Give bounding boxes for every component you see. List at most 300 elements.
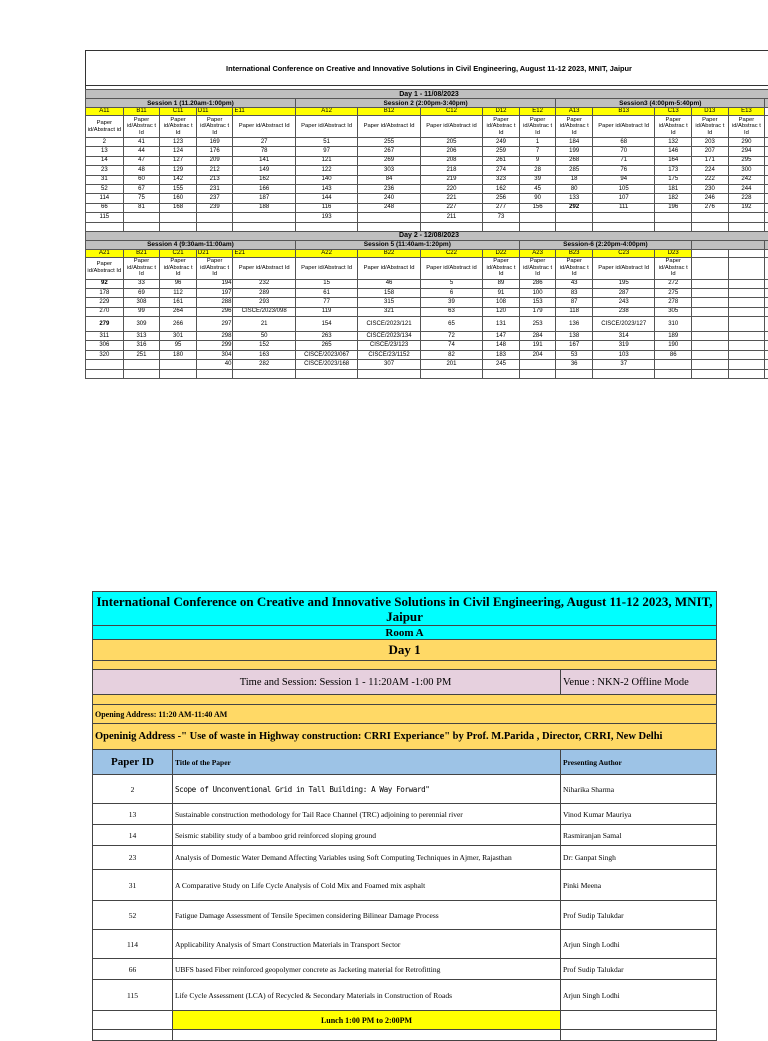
blank-cell xyxy=(592,369,654,378)
blank-cell xyxy=(728,222,765,231)
paper-id-cell: 184 xyxy=(556,138,593,147)
session-code: D11 xyxy=(196,108,233,116)
column-header: Paper id/Abstrac t Id xyxy=(160,257,197,279)
blank-cell xyxy=(123,369,160,378)
paper-id-cell: 314 xyxy=(592,332,654,341)
blank-cell xyxy=(420,222,482,231)
schedule-row xyxy=(86,156,768,165)
paper-id-cell: 191 xyxy=(519,341,556,350)
paper-id-cell: 164 xyxy=(655,156,692,165)
paper-id: 2 xyxy=(93,775,173,804)
paper-id-cell: 1 xyxy=(519,138,556,147)
paper-id-cell: 288 xyxy=(196,298,233,307)
paper-id-cell: 183 xyxy=(483,350,520,359)
paper-id-cell: 292 xyxy=(556,203,593,212)
schedule-row xyxy=(86,350,768,359)
paper-id-cell: 72 xyxy=(420,332,482,341)
paper-id-cell: 171 xyxy=(692,156,729,165)
paper-id-cell xyxy=(692,350,729,359)
blank-cell xyxy=(519,222,556,231)
paper-id-cell: CISCE/2023/134 xyxy=(358,332,420,341)
paper-id-cell: 148 xyxy=(483,341,520,350)
paper-id-cell: 71 xyxy=(592,156,654,165)
paper-id-cell: 269 xyxy=(358,156,420,165)
paper-id-cell: 173 xyxy=(655,166,692,175)
paper-id-cell xyxy=(728,360,765,369)
column-header-row xyxy=(86,116,768,138)
paper-title: Analysis of Domestic Water Demand Affecting Variables using Soft Computing Techniques in Ajmer, Rajasthan xyxy=(173,846,561,870)
column-header-row xyxy=(86,257,768,279)
paper-id-cell: 180 xyxy=(160,350,197,359)
paper-id-cell: 122 xyxy=(295,166,357,175)
session-code: A11 xyxy=(86,108,124,116)
paper-id-cell: 298 xyxy=(196,332,233,341)
paper-id-cell: 195 xyxy=(592,279,654,288)
session-code: D12 xyxy=(483,108,520,116)
paper-id-cell: 14 xyxy=(86,156,124,165)
paper-id-cell: 74 xyxy=(420,341,482,350)
blank-cell xyxy=(358,222,420,231)
session-label: Session3 (4:00pm-5:40pm) xyxy=(556,99,765,108)
paper-id-cell: 227 xyxy=(420,203,482,212)
paper-id-cell: 132 xyxy=(655,138,692,147)
paper-row xyxy=(93,980,717,1011)
column-header xyxy=(728,257,765,279)
schedule-row xyxy=(86,194,768,203)
paper-id-cell xyxy=(692,298,729,307)
blank-cell xyxy=(483,222,520,231)
paper-id-cell: 182 xyxy=(655,194,692,203)
session-code: A13 xyxy=(556,108,593,116)
paper-id-cell: 107 xyxy=(592,194,654,203)
paper-id-cell: 96 xyxy=(160,279,197,288)
paper-id-cell: 152 xyxy=(233,341,295,350)
column-header: Paper id/Abstrac t Id xyxy=(196,116,233,138)
paper-id-cell: 95 xyxy=(160,341,197,350)
paper-title: Life Cycle Assessment (LCA) of Recycled & Secondary Materials in Construction of Roads xyxy=(173,980,561,1011)
paper-id-cell: 309 xyxy=(123,317,160,332)
paper-id-cell: 203 xyxy=(692,138,729,147)
paper-id-cell: CISCE/23/1152 xyxy=(358,350,420,359)
column-header: Paper id/Abstract Id xyxy=(295,257,357,279)
session-code: C21 xyxy=(160,249,197,257)
schedule-row xyxy=(86,213,768,222)
paper-id-cell: 197 xyxy=(196,288,233,297)
blank-cell xyxy=(655,369,692,378)
paper-id-cell: 124 xyxy=(160,147,197,156)
paper-id-cell: 100 xyxy=(519,288,556,297)
paper-id-cell: 296 xyxy=(196,307,233,316)
paper-row xyxy=(93,846,717,870)
paper-id-cell: 116 xyxy=(295,203,357,212)
paper-id-cell: 196 xyxy=(655,203,692,212)
lunch-label: Lunch 1:00 PM to 2:00PM xyxy=(173,1011,561,1030)
day-label: Day 1 - 11/08/2023 xyxy=(86,90,768,99)
paper-id-cell: 166 xyxy=(233,184,295,193)
paper-id-cell: 90 xyxy=(519,194,556,203)
session-label xyxy=(692,240,765,249)
paper-id-cell: 9 xyxy=(519,156,556,165)
tail-row xyxy=(93,1030,717,1041)
paper-id-cell xyxy=(728,350,765,359)
paper-id-cell: 282 xyxy=(233,360,295,369)
paper-id-cell xyxy=(692,341,729,350)
paper-id-cell: 142 xyxy=(160,175,197,184)
paper-id-cell: 190 xyxy=(655,341,692,350)
paper-id-cell: 118 xyxy=(556,307,593,316)
paper-id-cell: 99 xyxy=(123,307,160,316)
column-header: Paper id/Abstract Id xyxy=(86,257,124,279)
paper-id-cell: 310 xyxy=(655,317,692,332)
paper-id-cell: 36 xyxy=(556,360,593,369)
session-code: D22 xyxy=(483,249,520,257)
paper-id-cell: 208 xyxy=(420,156,482,165)
paper-id-cell: 18 xyxy=(556,175,593,184)
paper-id-cell: 224 xyxy=(692,166,729,175)
blank-cell xyxy=(556,369,593,378)
paper-id-cell: 201 xyxy=(420,360,482,369)
paper-id-cell: 154 xyxy=(295,317,357,332)
paper-id-cell: 66 xyxy=(86,203,124,212)
paper-id-cell: 2 xyxy=(86,138,124,147)
conference-title: International Conference on Creative and Innovative Solutions in Civil Engineering, August 11-12 2023, MNIT, Jaipur xyxy=(93,592,717,626)
paper-id-cell: 143 xyxy=(295,184,357,193)
schedule-row xyxy=(86,298,768,307)
paper-id-cell: 290 xyxy=(728,138,765,147)
column-header: Paper id/Abstract id xyxy=(420,257,482,279)
column-header xyxy=(692,257,729,279)
schedule-row xyxy=(86,332,768,341)
paper-id-cell: 13 xyxy=(86,147,124,156)
session-code: C11 xyxy=(160,108,197,116)
paper-id-cell xyxy=(728,279,765,288)
session-code: D13 xyxy=(692,108,729,116)
room-label: Room A xyxy=(93,626,717,640)
session-code: E13 xyxy=(728,108,765,116)
paper-id-cell: 169 xyxy=(196,138,233,147)
paper-id-cell xyxy=(519,360,556,369)
blank-cell xyxy=(519,369,556,378)
paper-id: 23 xyxy=(93,846,173,870)
paper-id-cell: 83 xyxy=(556,288,593,297)
paper-id-cell: 256 xyxy=(483,194,520,203)
paper-id-cell: 50 xyxy=(233,332,295,341)
blank-cell xyxy=(592,222,654,231)
paper-id-cell: 307 xyxy=(358,360,420,369)
paper-id-cell: 284 xyxy=(519,332,556,341)
blank-cell xyxy=(86,369,124,378)
session-code: D23 xyxy=(655,249,692,257)
column-header: Paper id/Abstrac t Id xyxy=(655,257,692,279)
paper-id-cell xyxy=(692,213,729,222)
paper-id-cell: 212 xyxy=(196,166,233,175)
session-code: B22 xyxy=(358,249,420,257)
schedule-row xyxy=(86,341,768,350)
blank-cell xyxy=(655,222,692,231)
paper-id-cell: 192 xyxy=(728,203,765,212)
paper-id-cell xyxy=(728,341,765,350)
paper-id-cell: 80 xyxy=(556,184,593,193)
paper-id-cell: 114 xyxy=(86,194,124,203)
paper-id-cell: 140 xyxy=(295,175,357,184)
paper-id-cell: 163 xyxy=(233,350,295,359)
paper-title-header: Title of the Paper xyxy=(173,750,561,775)
paper-id-cell: 211 xyxy=(420,213,482,222)
paper-id-cell: 277 xyxy=(483,203,520,212)
paper-id-cell: 127 xyxy=(160,156,197,165)
paper-id-cell: 305 xyxy=(655,307,692,316)
paper-id-cell: 323 xyxy=(483,175,520,184)
paper-id: 31 xyxy=(93,870,173,901)
session-code: C23 xyxy=(592,249,654,257)
paper-id-cell: 299 xyxy=(196,341,233,350)
paper-id-cell: 228 xyxy=(728,194,765,203)
paper-id-cell: 220 xyxy=(420,184,482,193)
presenting-author: Dr: Ganpat Singh xyxy=(561,846,717,870)
paper-id-cell xyxy=(728,298,765,307)
column-header: Paper id/Abstract Id xyxy=(295,116,357,138)
paper-id: 115 xyxy=(93,980,173,1011)
paper-id-cell: 219 xyxy=(420,175,482,184)
paper-id-cell: 28 xyxy=(519,166,556,175)
column-header: Paper id/Abstract Id xyxy=(233,116,295,138)
paper-id-cell: 167 xyxy=(556,341,593,350)
presenting-author: Prof Sudip Talukdar xyxy=(561,959,717,980)
session-code xyxy=(692,249,729,257)
session-code: D21 xyxy=(196,249,233,257)
paper-id-cell: 138 xyxy=(556,332,593,341)
paper-id-cell: 53 xyxy=(556,350,593,359)
paper-id-cell: 61 xyxy=(295,288,357,297)
session-label: Session 2 (2:00pm-3:40pm) xyxy=(295,99,556,108)
day-header-row xyxy=(86,231,768,240)
paper-id-cell: 179 xyxy=(519,307,556,316)
paper-id-cell: 123 xyxy=(160,138,197,147)
session-code-row xyxy=(86,249,768,257)
paper-id: 52 xyxy=(93,901,173,930)
paper-id-cell xyxy=(655,360,692,369)
paper-id-cell: 23 xyxy=(86,166,124,175)
paper-id-cell: 229 xyxy=(86,298,124,307)
session-code: A22 xyxy=(295,249,357,257)
paper-row xyxy=(93,775,717,804)
blank-cell xyxy=(196,369,233,378)
paper-id-cell: 205 xyxy=(420,138,482,147)
paper-id-cell: 266 xyxy=(160,317,197,332)
venue: Venue : NKN-2 Offline Mode xyxy=(561,670,717,695)
paper-id-cell: 105 xyxy=(592,184,654,193)
paper-id-cell: CISCE/2023/067 xyxy=(295,350,357,359)
column-header: Paper id/Abstrac t Id xyxy=(519,116,556,138)
paper-id-cell: 181 xyxy=(655,184,692,193)
presenting-author: Pinki Meena xyxy=(561,870,717,901)
blank-cell xyxy=(160,222,197,231)
session-code: B13 xyxy=(592,108,654,116)
blank-cell xyxy=(86,222,124,231)
paper-id-cell: 33 xyxy=(123,279,160,288)
paper-id-cell: 156 xyxy=(519,203,556,212)
paper-id-cell: 193 xyxy=(295,213,357,222)
grid-title: International Conference on Creative and Innovative Solutions in Civil Engineering, August 11-12 2023, MNIT, Jaipur xyxy=(85,50,768,86)
presenting-author: Niharika Sharma xyxy=(561,775,717,804)
paper-id-cell: 108 xyxy=(483,298,520,307)
paper-id-cell: 206 xyxy=(420,147,482,156)
paper-id-cell: 115 xyxy=(86,213,124,222)
column-header: Paper id/Abstrac t Id xyxy=(123,257,160,279)
paper-id-cell: 21 xyxy=(233,317,295,332)
paper-id-cell: 69 xyxy=(123,288,160,297)
paper-id-cell: 15 xyxy=(295,279,357,288)
paper-id-cell: 120 xyxy=(483,307,520,316)
paper-id-cell: 121 xyxy=(295,156,357,165)
day-row xyxy=(93,640,717,661)
blank-cell xyxy=(692,222,729,231)
paper-id-cell: 111 xyxy=(592,203,654,212)
paper-id-cell: 242 xyxy=(728,175,765,184)
paper-id-cell: 27 xyxy=(233,138,295,147)
paper-id-cell: 5 xyxy=(420,279,482,288)
column-header: Paper id/Abstract Id xyxy=(233,257,295,279)
opening-time: Opening Address: 11:20 AM-11:40 AM xyxy=(93,705,717,724)
paper-id-cell: 286 xyxy=(519,279,556,288)
paper-id-cell xyxy=(123,213,160,222)
schedule-row xyxy=(86,317,768,332)
paper-id-cell: 259 xyxy=(483,147,520,156)
paper-id-cell: 316 xyxy=(123,341,160,350)
paper-id-cell xyxy=(196,213,233,222)
paper-id-cell xyxy=(556,213,593,222)
paper-id-cell: 91 xyxy=(483,288,520,297)
paper-id-cell xyxy=(692,307,729,316)
paper-id-cell: 253 xyxy=(519,317,556,332)
session-code-row xyxy=(86,108,768,116)
column-header: Paper id/Abstract id xyxy=(420,116,482,138)
paper-id-cell: 285 xyxy=(556,166,593,175)
paper-id-cell xyxy=(728,288,765,297)
paper-id-cell: 278 xyxy=(655,298,692,307)
paper-id-cell: 289 xyxy=(233,288,295,297)
paper-row xyxy=(93,901,717,930)
session-code: A21 xyxy=(86,249,124,257)
schedule-row xyxy=(86,147,768,156)
paper-id-cell: 213 xyxy=(196,175,233,184)
paper-id-cell: 158 xyxy=(358,288,420,297)
paper-id-cell: 6 xyxy=(420,288,482,297)
schedule-grid xyxy=(85,50,768,379)
paper-id-cell: 311 xyxy=(86,332,124,341)
session-row xyxy=(86,240,768,249)
paper-id-cell: 153 xyxy=(519,298,556,307)
paper-id-cell: 73 xyxy=(483,213,520,222)
paper-header-row xyxy=(93,750,717,775)
blank-row xyxy=(86,369,768,378)
paper-id-cell: 47 xyxy=(123,156,160,165)
day-label: Day 2 - 12/08/2023 xyxy=(86,231,768,240)
column-header: Paper id/Abstract Id xyxy=(358,116,420,138)
paper-id-cell xyxy=(86,360,124,369)
paper-id-cell: 89 xyxy=(483,279,520,288)
paper-id-cell: 209 xyxy=(196,156,233,165)
paper-id-cell xyxy=(728,317,765,332)
paper-id-cell xyxy=(519,213,556,222)
paper-id-cell: 313 xyxy=(123,332,160,341)
session-code: C12 xyxy=(420,108,482,116)
paper-id-cell: 51 xyxy=(295,138,357,147)
column-header: Paper id/Abstrac t Id xyxy=(556,116,593,138)
schedule-row xyxy=(86,175,768,184)
room-row xyxy=(93,626,717,640)
paper-row xyxy=(93,825,717,846)
paper-id-cell: 141 xyxy=(233,156,295,165)
paper-id-cell: 189 xyxy=(655,332,692,341)
session-code: B11 xyxy=(123,108,160,116)
paper-id-cell xyxy=(233,213,295,222)
blank-cell xyxy=(728,369,765,378)
paper-id-cell: 70 xyxy=(592,147,654,156)
blank-cell xyxy=(295,369,357,378)
blank-cell xyxy=(295,222,357,231)
paper-id-cell: 60 xyxy=(123,175,160,184)
paper-id-cell: 41 xyxy=(123,138,160,147)
paper-title: Fatigue Damage Assessment of Tensile Specimen considering Bilinear Damage Process xyxy=(173,901,561,930)
column-header: Paper id/Abstrac t Id xyxy=(160,116,197,138)
paper-id-cell: 265 xyxy=(295,341,357,350)
paper-id-cell: 162 xyxy=(233,175,295,184)
paper-title: Applicability Analysis of Smart Construction Materials in Transport Sector xyxy=(173,930,561,959)
paper-id-cell: 261 xyxy=(483,156,520,165)
paper-id-cell: 297 xyxy=(196,317,233,332)
paper-title: Seismic stability study of a bamboo grid reinforced sloping ground xyxy=(173,825,561,846)
paper-id-cell: 272 xyxy=(655,279,692,288)
paper-row xyxy=(93,930,717,959)
time-session: Time and Session: Session 1 - 11:20AM -1:00 PM xyxy=(93,670,561,695)
day-label: Day 1 xyxy=(93,640,717,661)
paper-id-cell: 218 xyxy=(420,166,482,175)
paper-id-cell: 37 xyxy=(592,360,654,369)
session-code: B23 xyxy=(556,249,593,257)
blank-cell xyxy=(420,369,482,378)
paper-id-cell: 187 xyxy=(233,194,295,203)
blank-cell xyxy=(358,369,420,378)
column-header: Paper id/Abstrac t Id xyxy=(519,257,556,279)
schedule-row xyxy=(86,360,768,369)
paper-id-cell: 287 xyxy=(592,288,654,297)
paper-id-cell: 149 xyxy=(233,166,295,175)
paper-id-cell: 221 xyxy=(420,194,482,203)
column-header: Paper id/Abstrac t Id xyxy=(655,116,692,138)
paper-id-cell: 199 xyxy=(556,147,593,156)
lunch-row xyxy=(93,1011,717,1030)
paper-id-cell: 255 xyxy=(358,138,420,147)
session-code: A23 xyxy=(519,249,556,257)
paper-id-cell: 246 xyxy=(692,194,729,203)
session-code xyxy=(728,249,765,257)
paper-row xyxy=(93,959,717,980)
paper-id-cell: 39 xyxy=(420,298,482,307)
session-label: Session 4 (9:30am-11:00am) xyxy=(86,240,296,249)
paper-id-cell: 306 xyxy=(86,341,124,350)
paper-id-cell xyxy=(123,360,160,369)
schedule-row xyxy=(86,288,768,297)
paper-id-cell: 300 xyxy=(728,166,765,175)
paper-id-cell xyxy=(160,360,197,369)
paper-id-cell: 67 xyxy=(123,184,160,193)
paper-id-cell: 68 xyxy=(592,138,654,147)
paper-id-cell: 304 xyxy=(196,350,233,359)
paper-id-cell: 231 xyxy=(196,184,233,193)
presenting-author: Prof Sudip Talukdar xyxy=(561,901,717,930)
paper-id-cell: 103 xyxy=(592,350,654,359)
